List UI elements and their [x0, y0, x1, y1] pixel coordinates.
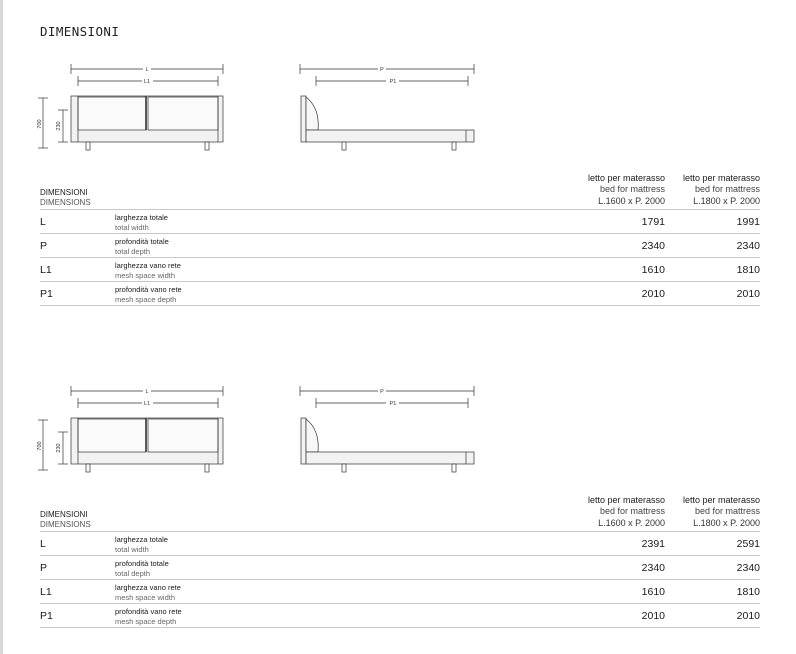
- table-row: [40, 555, 760, 579]
- row-description-en: mesh space width: [115, 270, 176, 280]
- column-header-it: letto per materasso: [587, 494, 665, 505]
- row-description-it: larghezza totale: [115, 213, 168, 222]
- row-description-en: mesh space depth: [115, 616, 177, 626]
- column-header-en: bed for mattress: [599, 506, 665, 516]
- row-code: L: [40, 538, 46, 550]
- row-value-1800: 2010: [736, 610, 760, 622]
- row-description-it: profondità totale: [115, 559, 169, 568]
- row-description-en: total depth: [115, 246, 151, 256]
- bed-technical-drawing-1: [0, 0, 796, 160]
- column-header-1600: [555, 173, 665, 208]
- table-row: [40, 579, 760, 603]
- row-description: [115, 261, 181, 280]
- bed-leg: [342, 142, 346, 150]
- bed-front-panel-right: [148, 419, 218, 452]
- dim-label-L: L: [145, 67, 149, 73]
- row-description: [115, 237, 169, 256]
- bed-front-panel-right: [148, 97, 218, 130]
- dim-label-230: 230: [56, 443, 62, 453]
- row-value-1800: 2591: [736, 538, 760, 550]
- row-description-it: profondità totale: [115, 237, 169, 246]
- bed-front-panel-left: [78, 419, 146, 452]
- table-header: [40, 171, 760, 209]
- row-value-1600: 1610: [641, 264, 665, 276]
- table-header-title: [40, 510, 91, 529]
- row-value-1800: 2340: [736, 240, 760, 252]
- bed-leg: [86, 142, 90, 150]
- row-value-1600: 2391: [641, 538, 665, 550]
- dim-label-L1: L1: [143, 79, 151, 85]
- bed-technical-drawing-2: [0, 322, 796, 482]
- column-header-size: L.1600 x P. 2000: [598, 517, 665, 528]
- row-description-en: mesh space width: [115, 592, 176, 602]
- row-description: [115, 559, 169, 578]
- table-row: [40, 209, 760, 233]
- column-header-en: bed for mattress: [694, 184, 760, 194]
- bed-side-cushion: [306, 419, 318, 452]
- bed-leg: [452, 464, 456, 472]
- row-value-1600: 2340: [641, 240, 665, 252]
- row-description-en: mesh space depth: [115, 294, 177, 304]
- row-description-it: profondità vano rete: [115, 285, 182, 294]
- column-header-size: L.1800 x P. 2000: [693, 195, 760, 206]
- table-title-it: DIMENSIONI: [40, 510, 88, 519]
- dim-label-P1: P1: [389, 79, 397, 85]
- dim-label-700: 700: [37, 119, 43, 129]
- row-description: [115, 213, 168, 232]
- bed-leg: [205, 464, 209, 472]
- row-value-1600: 2010: [641, 288, 665, 300]
- row-description: [115, 285, 182, 304]
- column-header-it: letto per materasso: [682, 172, 760, 183]
- column-header-1800: [650, 495, 760, 530]
- row-code: L: [40, 216, 46, 228]
- row-value-1600: 1610: [641, 586, 665, 598]
- row-description: [115, 607, 182, 626]
- bed-front-panel-left: [78, 97, 146, 130]
- row-value-1800: 2010: [736, 288, 760, 300]
- row-description-it: larghezza vano rete: [115, 583, 181, 592]
- row-description: [115, 583, 181, 602]
- row-code: P: [40, 562, 48, 574]
- table-row: [40, 281, 760, 306]
- dim-label-230: 230: [56, 121, 62, 131]
- bed-side-headboard: [301, 418, 306, 464]
- row-code: P: [40, 240, 48, 252]
- table-title-it: DIMENSIONI: [40, 188, 88, 197]
- bed-leg: [452, 142, 456, 150]
- column-header-it: letto per materasso: [587, 172, 665, 183]
- row-description: [115, 535, 168, 554]
- bed-leg: [342, 464, 346, 472]
- column-header-en: bed for mattress: [694, 506, 760, 516]
- column-header-1600: [555, 495, 665, 530]
- row-value-1800: 1810: [736, 586, 760, 598]
- bed-side-frame: [306, 130, 474, 142]
- table-header: [40, 493, 760, 531]
- row-value-1600: 1791: [641, 216, 665, 228]
- bed-leg: [86, 464, 90, 472]
- row-description-it: profondità vano rete: [115, 607, 182, 616]
- row-description-it: larghezza vano rete: [115, 261, 181, 270]
- row-description-en: total width: [115, 222, 149, 232]
- dim-label-700: 700: [37, 441, 43, 451]
- row-description-en: total depth: [115, 568, 151, 578]
- bed-side-cushion: [306, 97, 318, 130]
- column-header-it: letto per materasso: [682, 494, 760, 505]
- dim-label-P: P: [380, 67, 384, 73]
- bed-side-headboard: [301, 96, 306, 142]
- row-value-1600: 2010: [641, 610, 665, 622]
- bed-side-frame: [306, 452, 474, 464]
- dim-label-P: P: [380, 389, 384, 395]
- table-row: [40, 257, 760, 281]
- row-code: P1: [40, 288, 53, 300]
- row-description-it: larghezza totale: [115, 535, 168, 544]
- page-title: DIMENSIONI: [40, 24, 120, 39]
- row-code: P1: [40, 610, 53, 622]
- dim-label-L: L: [145, 389, 149, 395]
- row-value-1600: 2340: [641, 562, 665, 574]
- dimension-table-2: [40, 493, 760, 628]
- column-header-1800: [650, 173, 760, 208]
- dimension-table-1: [40, 171, 760, 306]
- table-row: [40, 603, 760, 628]
- row-value-1800: 2340: [736, 562, 760, 574]
- table-title-en: DIMENSIONS: [40, 197, 91, 207]
- dim-label-L1: L1: [143, 401, 151, 407]
- row-code: L1: [40, 264, 52, 276]
- dim-label-P1: P1: [389, 401, 397, 407]
- table-row: [40, 233, 760, 257]
- column-header-size: L.1600 x P. 2000: [598, 195, 665, 206]
- row-value-1800: 1991: [736, 216, 760, 228]
- table-title-en: DIMENSIONS: [40, 519, 91, 529]
- table-header-title: [40, 188, 91, 207]
- column-header-size: L.1800 x P. 2000: [693, 517, 760, 528]
- table-row: [40, 531, 760, 555]
- row-code: L1: [40, 586, 52, 598]
- column-header-en: bed for mattress: [599, 184, 665, 194]
- bed-leg: [205, 142, 209, 150]
- row-value-1800: 1810: [736, 264, 760, 276]
- row-description-en: total width: [115, 544, 149, 554]
